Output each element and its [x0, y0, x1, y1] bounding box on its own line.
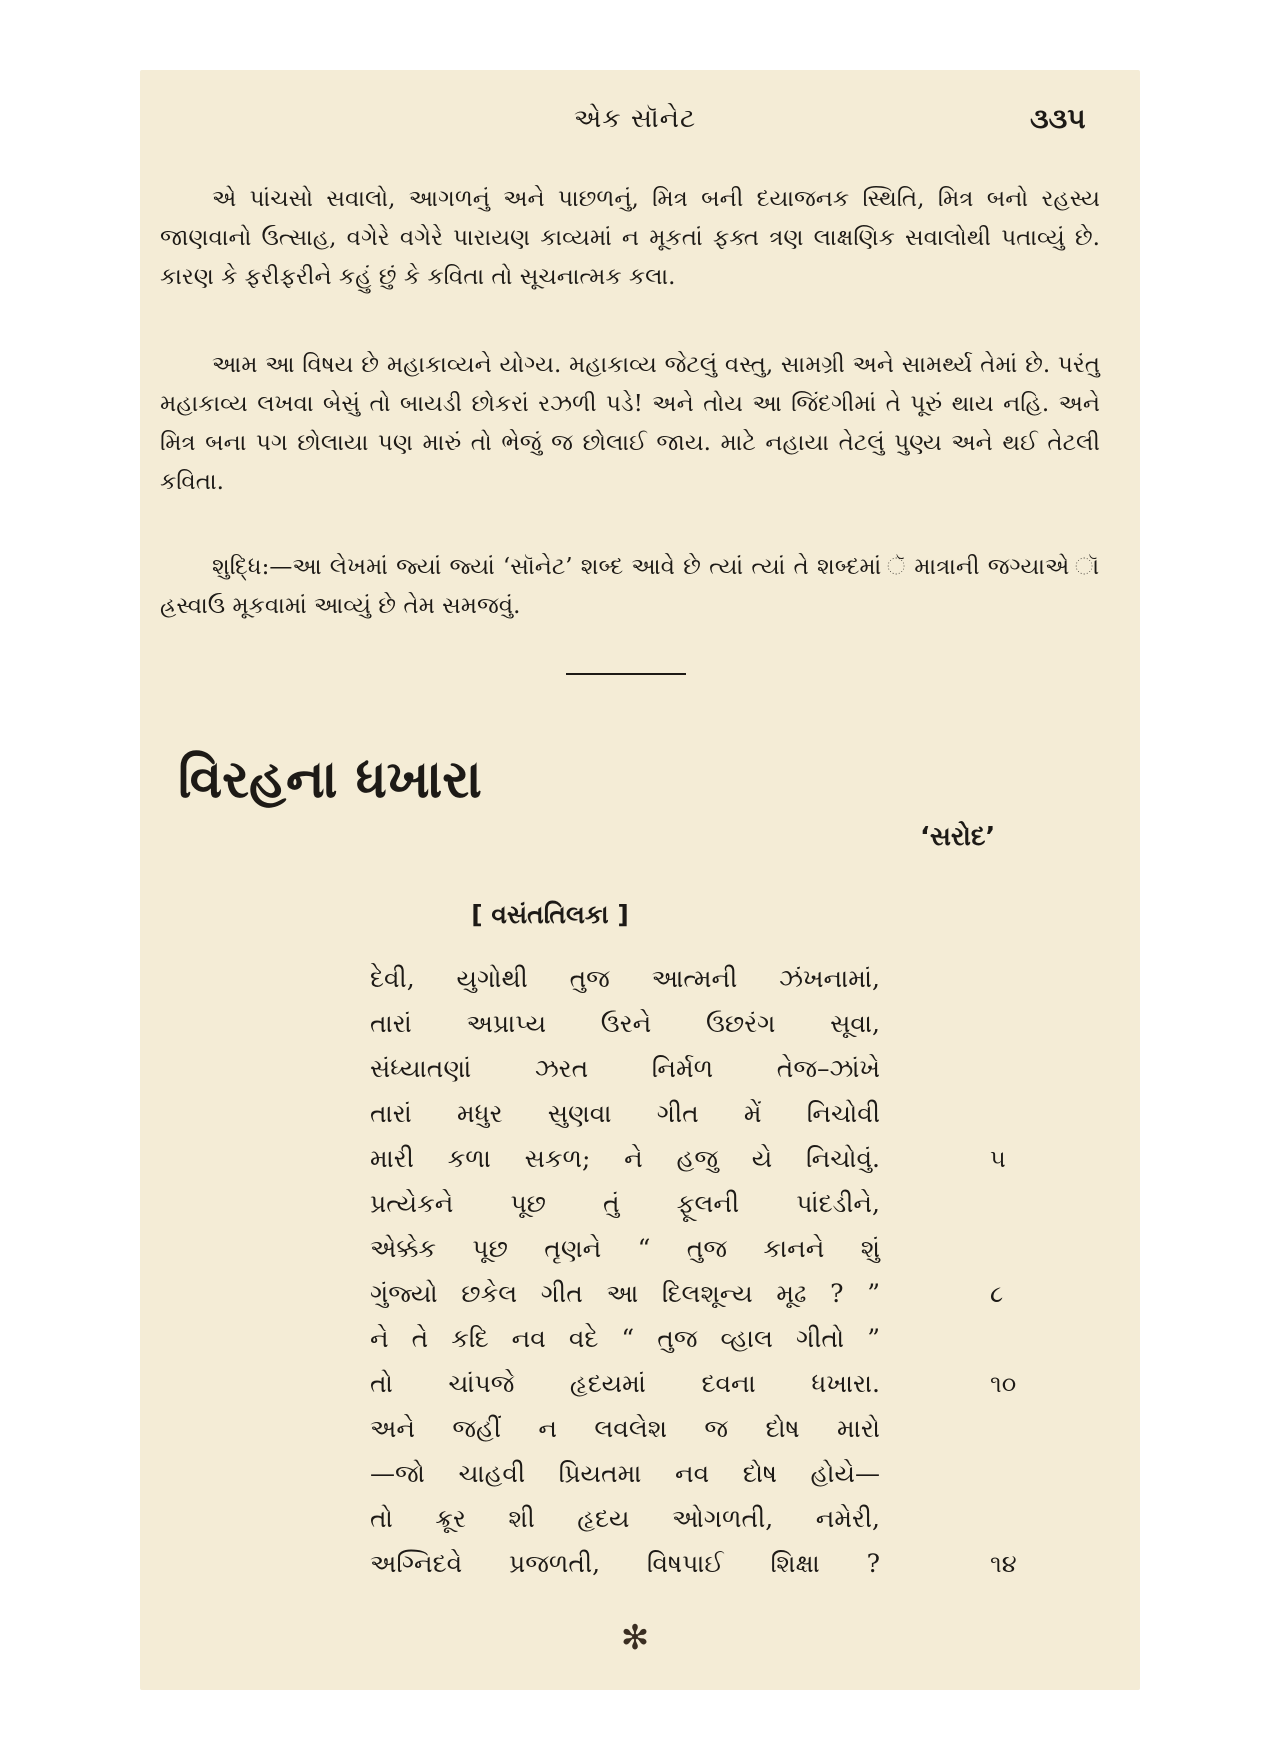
- poem-line: તો ચાંપજે હૃદયમાં દવના ધખારા.: [370, 1369, 880, 1398]
- body-paragraph-2: આમ આ વિષય છે મહાકાવ્યને યોગ્ય. મહાકાવ્ય જેટલું વસ્તુ, સામગ્રી અને સામર્થ્ય તેમાં છે. પરંતુ મહાકાવ્ય લખવા બેસું તો બાયડી છોકરાં રઝળી પડે! અને તોય આ જિંદગીમાં તે પૂરું થાય નહિ. અને મિત્ર બના પગ છોલાયા પણ મારું તો ભેજું જ છોલાઈ જાય. માટે નહાયા તેટલું પુણ્ય અને થઈ તેટલી કવિતા.: [160, 352, 1100, 495]
- poem-author: ‘સરોદ’: [920, 822, 996, 852]
- page-background: [140, 70, 1140, 1690]
- poem-line: તારાં અપ્રાપ્ય ઉરને ઉછરંગ સૂવા,: [370, 1009, 880, 1038]
- poem-line: એક્કેક પૂછ તૃણને “ તુજ કાનને શું: [370, 1234, 880, 1263]
- poem-line: ગુંજ્યો છકેલ ગીત આ દિલશૂન્ય મૂઢ ? ”: [370, 1279, 880, 1308]
- poem-line: સંધ્યાતણાં ઝરત નિર્મળ તેજ–ઝાંખે: [370, 1054, 880, 1083]
- asterisk-ornament-icon: ✻: [620, 1618, 650, 1658]
- poem-line: મારી કળા સકળ; ને હજુ યે નિચોવું.: [370, 1144, 880, 1173]
- poem-line: તો ક્રૂર શી હૃદય ઓગળતી, નમેરી,: [370, 1504, 880, 1533]
- line-number: ૫: [990, 1145, 1006, 1173]
- poem-line: અગ્નિદવે પ્રજળતી, વિષપાઈ શિક્ષા ?: [370, 1549, 880, 1578]
- page-number: ૩૩૫: [1030, 102, 1086, 135]
- line-number: ૮: [990, 1280, 1004, 1308]
- poem-meter: [ વસંતતિલકા ]: [471, 900, 629, 929]
- running-title: એક સૉનેટ: [573, 104, 697, 134]
- line-number: ૧૦: [990, 1370, 1017, 1398]
- poem-line: ને તે કદિ નવ વદે “ તુજ વ્હાલ ગીતો ”: [370, 1324, 880, 1353]
- poem-line: —જો ચાહવી પ્રિયતમા નવ દોષ હોયે—: [370, 1459, 880, 1488]
- body-paragraph-1: એ પાંચસો સવાલો, આગળનું અને પાછળનું, મિત્ર બની દયાજનક સ્થિતિ, મિત્ર બનો રહસ્ય જાણવાનો ઉત્સાહ, વગેરે વગેરે પારાયણ કાવ્યમાં ન મૂકતાં ફક્ત ત્રણ લાક્ષણિક સવાલોથી પતાવ્યું છે. કારણ કે ફરીફરીને કહું છું કે કવિતા તો સૂચનાત્મક કલા.: [160, 186, 1100, 290]
- line-number: ૧૪: [990, 1550, 1017, 1578]
- erratum-note: શુદ્ધિ:—આ લેખમાં જ્યાં જ્યાં ‘સૉનેટ’ શબ્દ આવે છે ત્યાં ત્યાં તે શબ્દમાં ૅ માત્રાની જગ્યાએ ૉ હ્રસ્વાઉ મૂકવામાં આવ્યું છે તેમ સમજવું.: [160, 554, 1100, 619]
- poem-title: વિરહના ધખારા: [178, 750, 482, 810]
- poem-line: અને જહીં ન લવલેશ જ દોષ મારો: [370, 1414, 880, 1443]
- section-divider: [566, 673, 686, 675]
- poem-line: પ્રત્યેકને પૂછ તું ફૂલની પાંદડીને,: [370, 1189, 880, 1218]
- poem-line: તારાં મધુર સુણવા ગીત મેં નિચોવી: [370, 1099, 880, 1128]
- poem-line: દેવી, યુગોથી તુજ આત્મની ઝંખનામાં,: [370, 964, 880, 993]
